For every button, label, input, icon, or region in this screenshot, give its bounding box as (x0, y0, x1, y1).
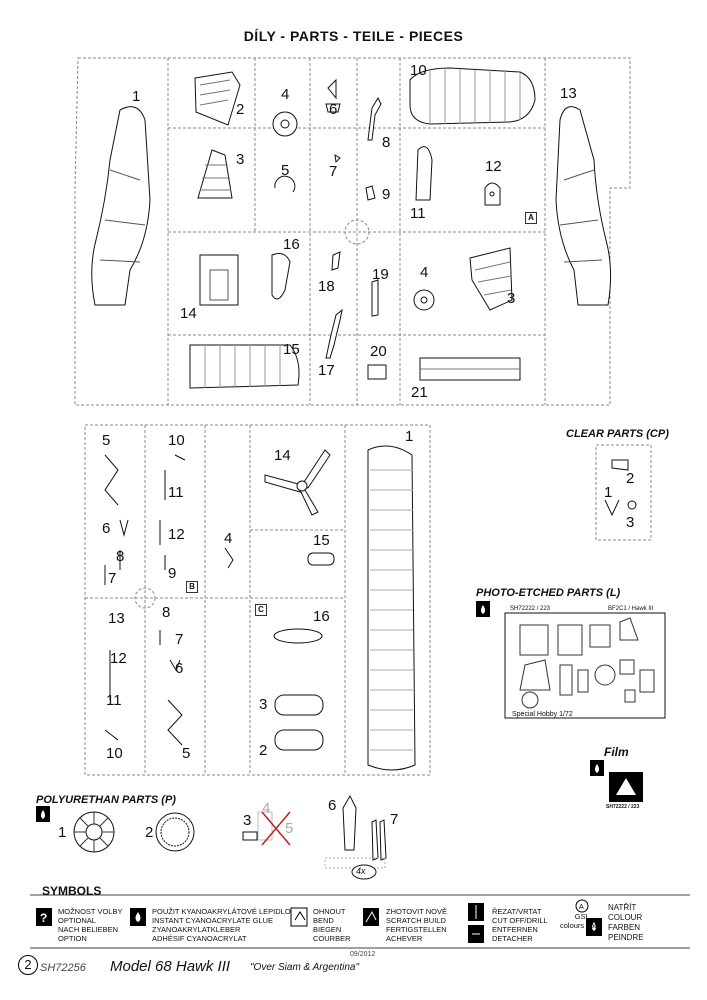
symbol-paint-text: NATŘÍT COLOUR FARBEN PEINDRE (608, 903, 644, 942)
pe-code: SH72222 / 223 (510, 606, 551, 612)
symbol-optional-text: MOŽNOST VOLBY OPTIONAL NACH BELIEBEN OPTION (58, 907, 123, 943)
part-number: 3 (236, 151, 245, 168)
part-number: 5 (102, 432, 111, 449)
part-number: 10 (410, 62, 427, 79)
part-number: 1 (405, 428, 414, 445)
part-number: 1 (604, 484, 613, 501)
part-number: 1 (58, 824, 67, 841)
sprue-c-label: C (255, 604, 267, 616)
part-number: 8 (162, 604, 171, 621)
clear-parts-title: CLEAR PARTS (CP) (566, 428, 669, 440)
page-number: 2 (18, 955, 38, 975)
part-number: 3 (259, 696, 268, 713)
part-number: 5 (285, 820, 294, 837)
sprue-b-label: B (186, 581, 198, 593)
sprue-a-label: A (525, 212, 537, 224)
part-number: 7 (108, 570, 117, 587)
product-code: SH72256 (40, 962, 86, 974)
model-subtitle: "Over Siam & Argentina" (250, 962, 359, 973)
pe-brand: Special Hobby 1/72 (512, 711, 573, 718)
part-number: 19 (372, 266, 389, 283)
part-number: 5 (182, 745, 191, 762)
symbol-gsi-text: GSI colours code (560, 912, 603, 930)
part-number: 1 (132, 88, 141, 105)
part-number: 4 (224, 530, 233, 547)
part-number: 2 (626, 470, 635, 487)
part-number: 14 (180, 305, 197, 322)
part-number: 11 (410, 205, 426, 222)
part-number: 10 (168, 432, 185, 449)
part-number: 15 (313, 532, 330, 549)
part-number: 6 (329, 101, 338, 118)
part-number: 2 (236, 101, 245, 118)
part-number: 6 (175, 660, 184, 677)
part-number: 4 (420, 264, 429, 281)
part-number: 9 (168, 565, 177, 582)
film-title: Film (604, 745, 629, 759)
part-number: 4 (262, 800, 271, 817)
symbol-cut-text: ŘEZAT/VRTAT CUT OFF/DRILL ENTFERNEN DETACHER (492, 907, 548, 943)
part-number: 11 (106, 692, 122, 709)
part-number: 12 (485, 158, 502, 175)
quantity-label: 4x (356, 866, 366, 876)
part-number: 3 (243, 812, 252, 829)
part-number: 5 (281, 162, 290, 179)
part-number: 21 (411, 384, 428, 401)
part-number: 12 (110, 650, 127, 667)
part-number: 2 (259, 742, 268, 759)
part-number: 20 (370, 343, 387, 360)
part-number: 6 (328, 797, 337, 814)
model-name: Model 68 Hawk III (110, 958, 231, 975)
part-number: 18 (318, 278, 335, 295)
part-number: 10 (106, 745, 123, 762)
part-number: 8 (116, 548, 125, 565)
part-number: 15 (283, 341, 300, 358)
part-number: 7 (390, 811, 399, 828)
part-number: 17 (318, 362, 335, 379)
symbols-title: SYMBOLS (42, 884, 102, 898)
part-number: 9 (382, 186, 391, 203)
svg-text:A: A (579, 904, 584, 911)
part-number: 6 (102, 520, 111, 537)
part-number: 7 (329, 163, 338, 180)
part-number: 3 (507, 290, 516, 307)
part-number: 16 (283, 236, 300, 253)
part-number: 12 (168, 526, 185, 543)
part-number: 8 (382, 134, 391, 151)
part-number: 4 (281, 86, 290, 103)
date: 09/2012 (350, 951, 376, 958)
part-number: 11 (168, 484, 184, 501)
part-number: 7 (175, 631, 184, 648)
symbol-glue-text: POUŽIT KYANOAKRYLÁTOVÉ LEPIDLO INSTANT CYANOACRYLATE GLUE ZYANOAKRYLATKLEBER ADHÉSIF CYANOACRYLAT (152, 907, 291, 943)
polyurethan-title: POLYURETHAN PARTS (P) (36, 794, 176, 806)
photo-etched-title: PHOTO-ETCHED PARTS (L) (476, 587, 621, 599)
part-number: 13 (560, 85, 577, 102)
pe-name: BF2C1 / Hawk III (608, 606, 654, 612)
page-title: DÍLY - PARTS - TEILE - PIECES (243, 28, 464, 44)
part-number: 3 (626, 514, 635, 531)
symbol-scratch-text: ZHOTOVIT NOVĚ SCRATCH BUILD FERTIGSTELLEN ACHEVER (386, 907, 447, 943)
part-number: 14 (274, 447, 291, 464)
part-number: 16 (313, 608, 330, 625)
film-code: SH72222 / 223 (606, 804, 640, 810)
part-number: 13 (108, 610, 125, 627)
svg-text:?: ? (40, 911, 48, 925)
part-number: 2 (145, 824, 154, 841)
symbol-bend-text: OHNOUT BEND BIEGEN COURBER (313, 907, 351, 943)
